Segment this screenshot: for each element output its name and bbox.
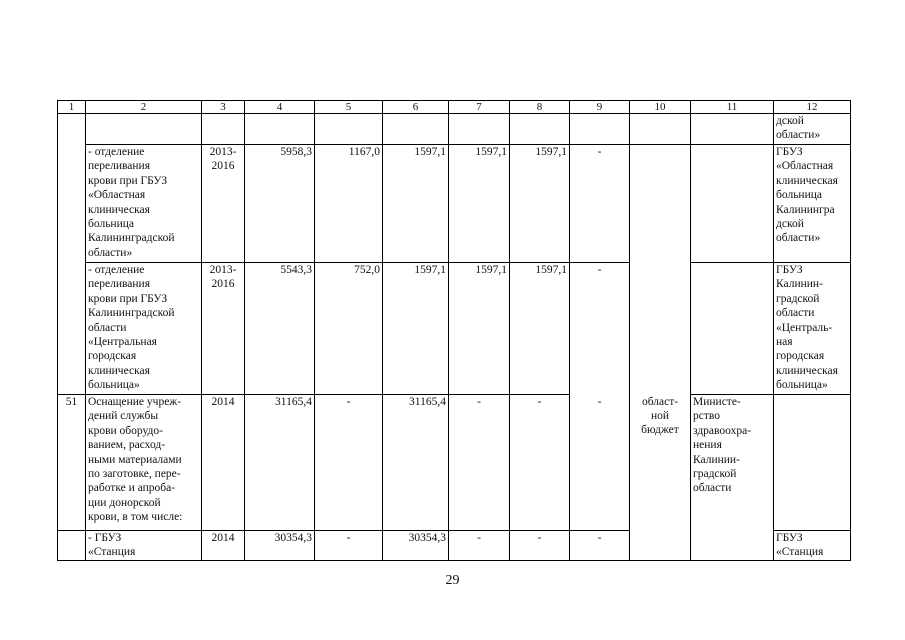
row-number-cell xyxy=(58,114,86,395)
table-row xyxy=(58,531,851,561)
value-2014-cell: 30354,3 xyxy=(383,531,449,561)
executor-cell xyxy=(691,263,774,395)
value-2015-cell: - xyxy=(449,395,510,531)
col-header-7: 7 xyxy=(449,101,510,114)
col-header-6: 6 xyxy=(383,101,449,114)
table-row xyxy=(58,263,851,395)
value-col9-cell: - xyxy=(570,395,630,531)
value-2013-cell: - xyxy=(315,395,383,531)
value-2015-cell: - xyxy=(449,531,510,561)
executor-cell xyxy=(691,145,774,263)
col-header-5: 5 xyxy=(315,101,383,114)
value-2016-cell: 1597,1 xyxy=(510,145,570,263)
source-cell xyxy=(630,263,691,395)
executor-cell xyxy=(691,531,774,561)
value-col9-cell: - xyxy=(570,531,630,561)
source-cell xyxy=(630,114,691,145)
value-2013-cell: - xyxy=(315,531,383,561)
table-row xyxy=(58,145,851,263)
value-col9-cell xyxy=(570,114,630,145)
value-2013-cell: 752,0 xyxy=(315,263,383,395)
value-2014-cell: 1597,1 xyxy=(383,145,449,263)
page-number: 29 xyxy=(445,573,460,588)
total-cell: 30354,3 xyxy=(245,531,315,561)
col-header-1: 1 xyxy=(58,101,86,114)
total-cell: 31165,4 xyxy=(245,395,315,531)
table-row xyxy=(58,114,851,145)
value-2016-cell: 1597,1 xyxy=(510,263,570,395)
period-cell: 2013- 2016 xyxy=(202,263,245,395)
value-2015-cell: 1597,1 xyxy=(449,263,510,395)
value-2016-cell: - xyxy=(510,531,570,561)
budget-table xyxy=(57,100,851,561)
value-col9-cell: - xyxy=(570,145,630,263)
col-header-4: 4 xyxy=(245,101,315,114)
period-cell: 2014 xyxy=(202,395,245,531)
value-2014-cell: 1597,1 xyxy=(383,263,449,395)
executor-cell xyxy=(691,114,774,145)
period-cell: 2014 xyxy=(202,531,245,561)
header-row xyxy=(58,101,851,114)
recipient-cell: дской области» xyxy=(774,114,851,145)
recipient-cell: ГБУЗ Калинин- градской области «Централь- ная городская клиническая больница» xyxy=(774,263,851,395)
name-cell: - отделение переливания крови при ГБУЗ «Областная клиническая больница Калининградской области» xyxy=(86,145,202,263)
col-header-10: 10 xyxy=(630,101,691,114)
total-cell: 5958,3 xyxy=(245,145,315,263)
name-cell xyxy=(86,114,202,145)
source-cell: област- ной бюджет xyxy=(630,395,691,531)
col-header-8: 8 xyxy=(510,101,570,114)
period-cell xyxy=(202,114,245,145)
recipient-cell xyxy=(774,395,851,531)
col-header-9: 9 xyxy=(570,101,630,114)
total-cell: 5543,3 xyxy=(245,263,315,395)
value-col9-cell: - xyxy=(570,263,630,395)
recipient-cell: ГБУЗ «Станция xyxy=(774,531,851,561)
value-2013-cell: 1167,0 xyxy=(315,145,383,263)
col-header-12: 12 xyxy=(774,101,851,114)
recipient-cell: ГБУЗ «Областная клиническая больница Калинингра дской области» xyxy=(774,145,851,263)
value-2014-cell xyxy=(383,114,449,145)
value-2013-cell xyxy=(315,114,383,145)
col-header-3: 3 xyxy=(202,101,245,114)
value-2014-cell: 31165,4 xyxy=(383,395,449,531)
table-row xyxy=(58,395,851,531)
executor-cell: Министе- рство здравоохра- нения Калинии- градской области xyxy=(691,395,774,531)
name-cell: - отделение переливания крови при ГБУЗ Калининградской области «Центральная городская клиническая больница» xyxy=(86,263,202,395)
row-number-cell: 51 xyxy=(58,395,86,531)
source-cell xyxy=(630,145,691,263)
name-cell: Оснащение учреж- дений службы крови оборудо- ванием, расход- ными материалами по заготовке, пере- работке и апроба- ции донорской крови, в том числе: xyxy=(86,395,202,531)
name-cell: - ГБУЗ «Станция xyxy=(86,531,202,561)
value-2015-cell xyxy=(449,114,510,145)
value-2016-cell xyxy=(510,114,570,145)
row-number-cell xyxy=(58,531,86,561)
value-2015-cell: 1597,1 xyxy=(449,145,510,263)
source-cell xyxy=(630,531,691,561)
value-2016-cell: - xyxy=(510,395,570,531)
col-header-11: 11 xyxy=(691,101,774,114)
col-header-2: 2 xyxy=(86,101,202,114)
total-cell xyxy=(245,114,315,145)
period-cell: 2013- 2016 xyxy=(202,145,245,263)
